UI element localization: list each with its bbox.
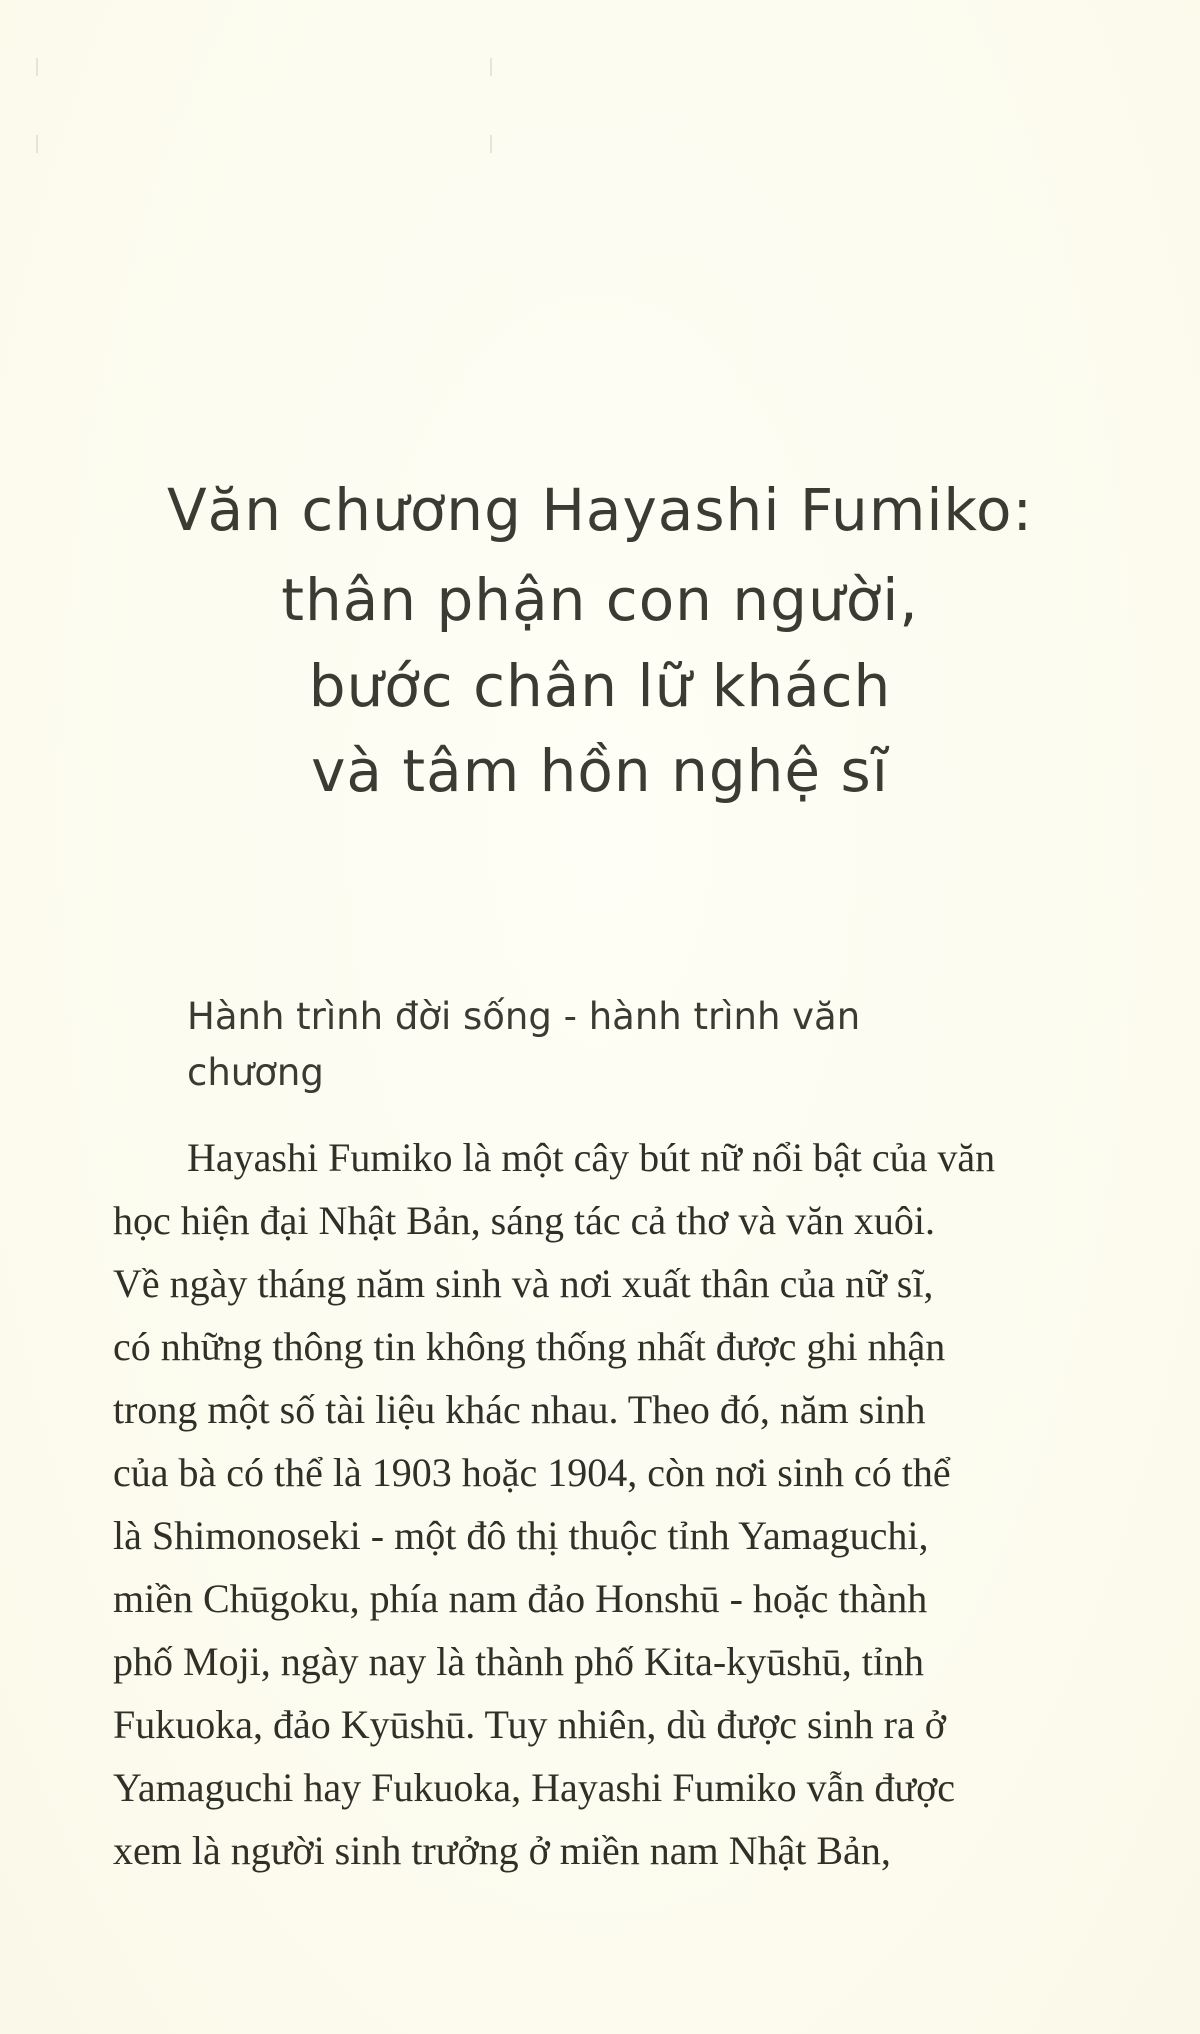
body-line: miền Chūgoku, phía nam đảo Honshū - hoặc thành xyxy=(113,1576,928,1621)
body-line: học hiện đại Nhật Bản, sáng tác cả thơ và văn xuôi. xyxy=(113,1198,936,1243)
body-line: Yamaguchi hay Fukuoka, Hayashi Fumiko vẫn được xyxy=(113,1765,956,1810)
body-line: là Shimonoseki - một đô thị thuộc tỉnh Yamaguchi, xyxy=(113,1513,929,1558)
scan-speck xyxy=(36,135,38,153)
body-line: xem là người sinh trưởng ở miền nam Nhật Bản, xyxy=(113,1828,891,1873)
chapter-title-line: bước chân lữ khách xyxy=(308,652,892,720)
body-line: có những thông tin không thống nhất được ghi nhận xyxy=(113,1324,946,1369)
body-line: của bà có thể là 1903 hoặc 1904, còn nơi sinh có thể xyxy=(113,1450,951,1495)
section-heading-line: chương xyxy=(187,1051,324,1094)
scan-speck xyxy=(490,135,492,153)
scan-speck xyxy=(36,58,38,76)
body-line: Về ngày tháng năm sinh và nơi xuất thân của nữ sĩ, xyxy=(113,1261,934,1306)
section-heading-line: Hành trình đời sống - hành trình văn xyxy=(187,995,861,1038)
body-line: Fukuoka, đảo Kyūshū. Tuy nhiên, dù được sinh ra ở xyxy=(113,1702,946,1747)
chapter-title-line: Văn chương Hayashi Fumiko: xyxy=(167,476,1033,544)
body-line: Hayashi Fumiko là một cây bút nữ nổi bật của văn xyxy=(187,1135,996,1180)
scan-speck xyxy=(490,58,492,76)
body-line: phố Moji, ngày nay là thành phố Kita-kyūshū, tỉnh xyxy=(113,1639,925,1684)
chapter-title-line: thân phận con người, xyxy=(281,566,919,634)
body-line: trong một số tài liệu khác nhau. Theo đó, năm sinh xyxy=(113,1387,926,1432)
chapter-title-line: và tâm hồn nghệ sĩ xyxy=(311,737,889,805)
